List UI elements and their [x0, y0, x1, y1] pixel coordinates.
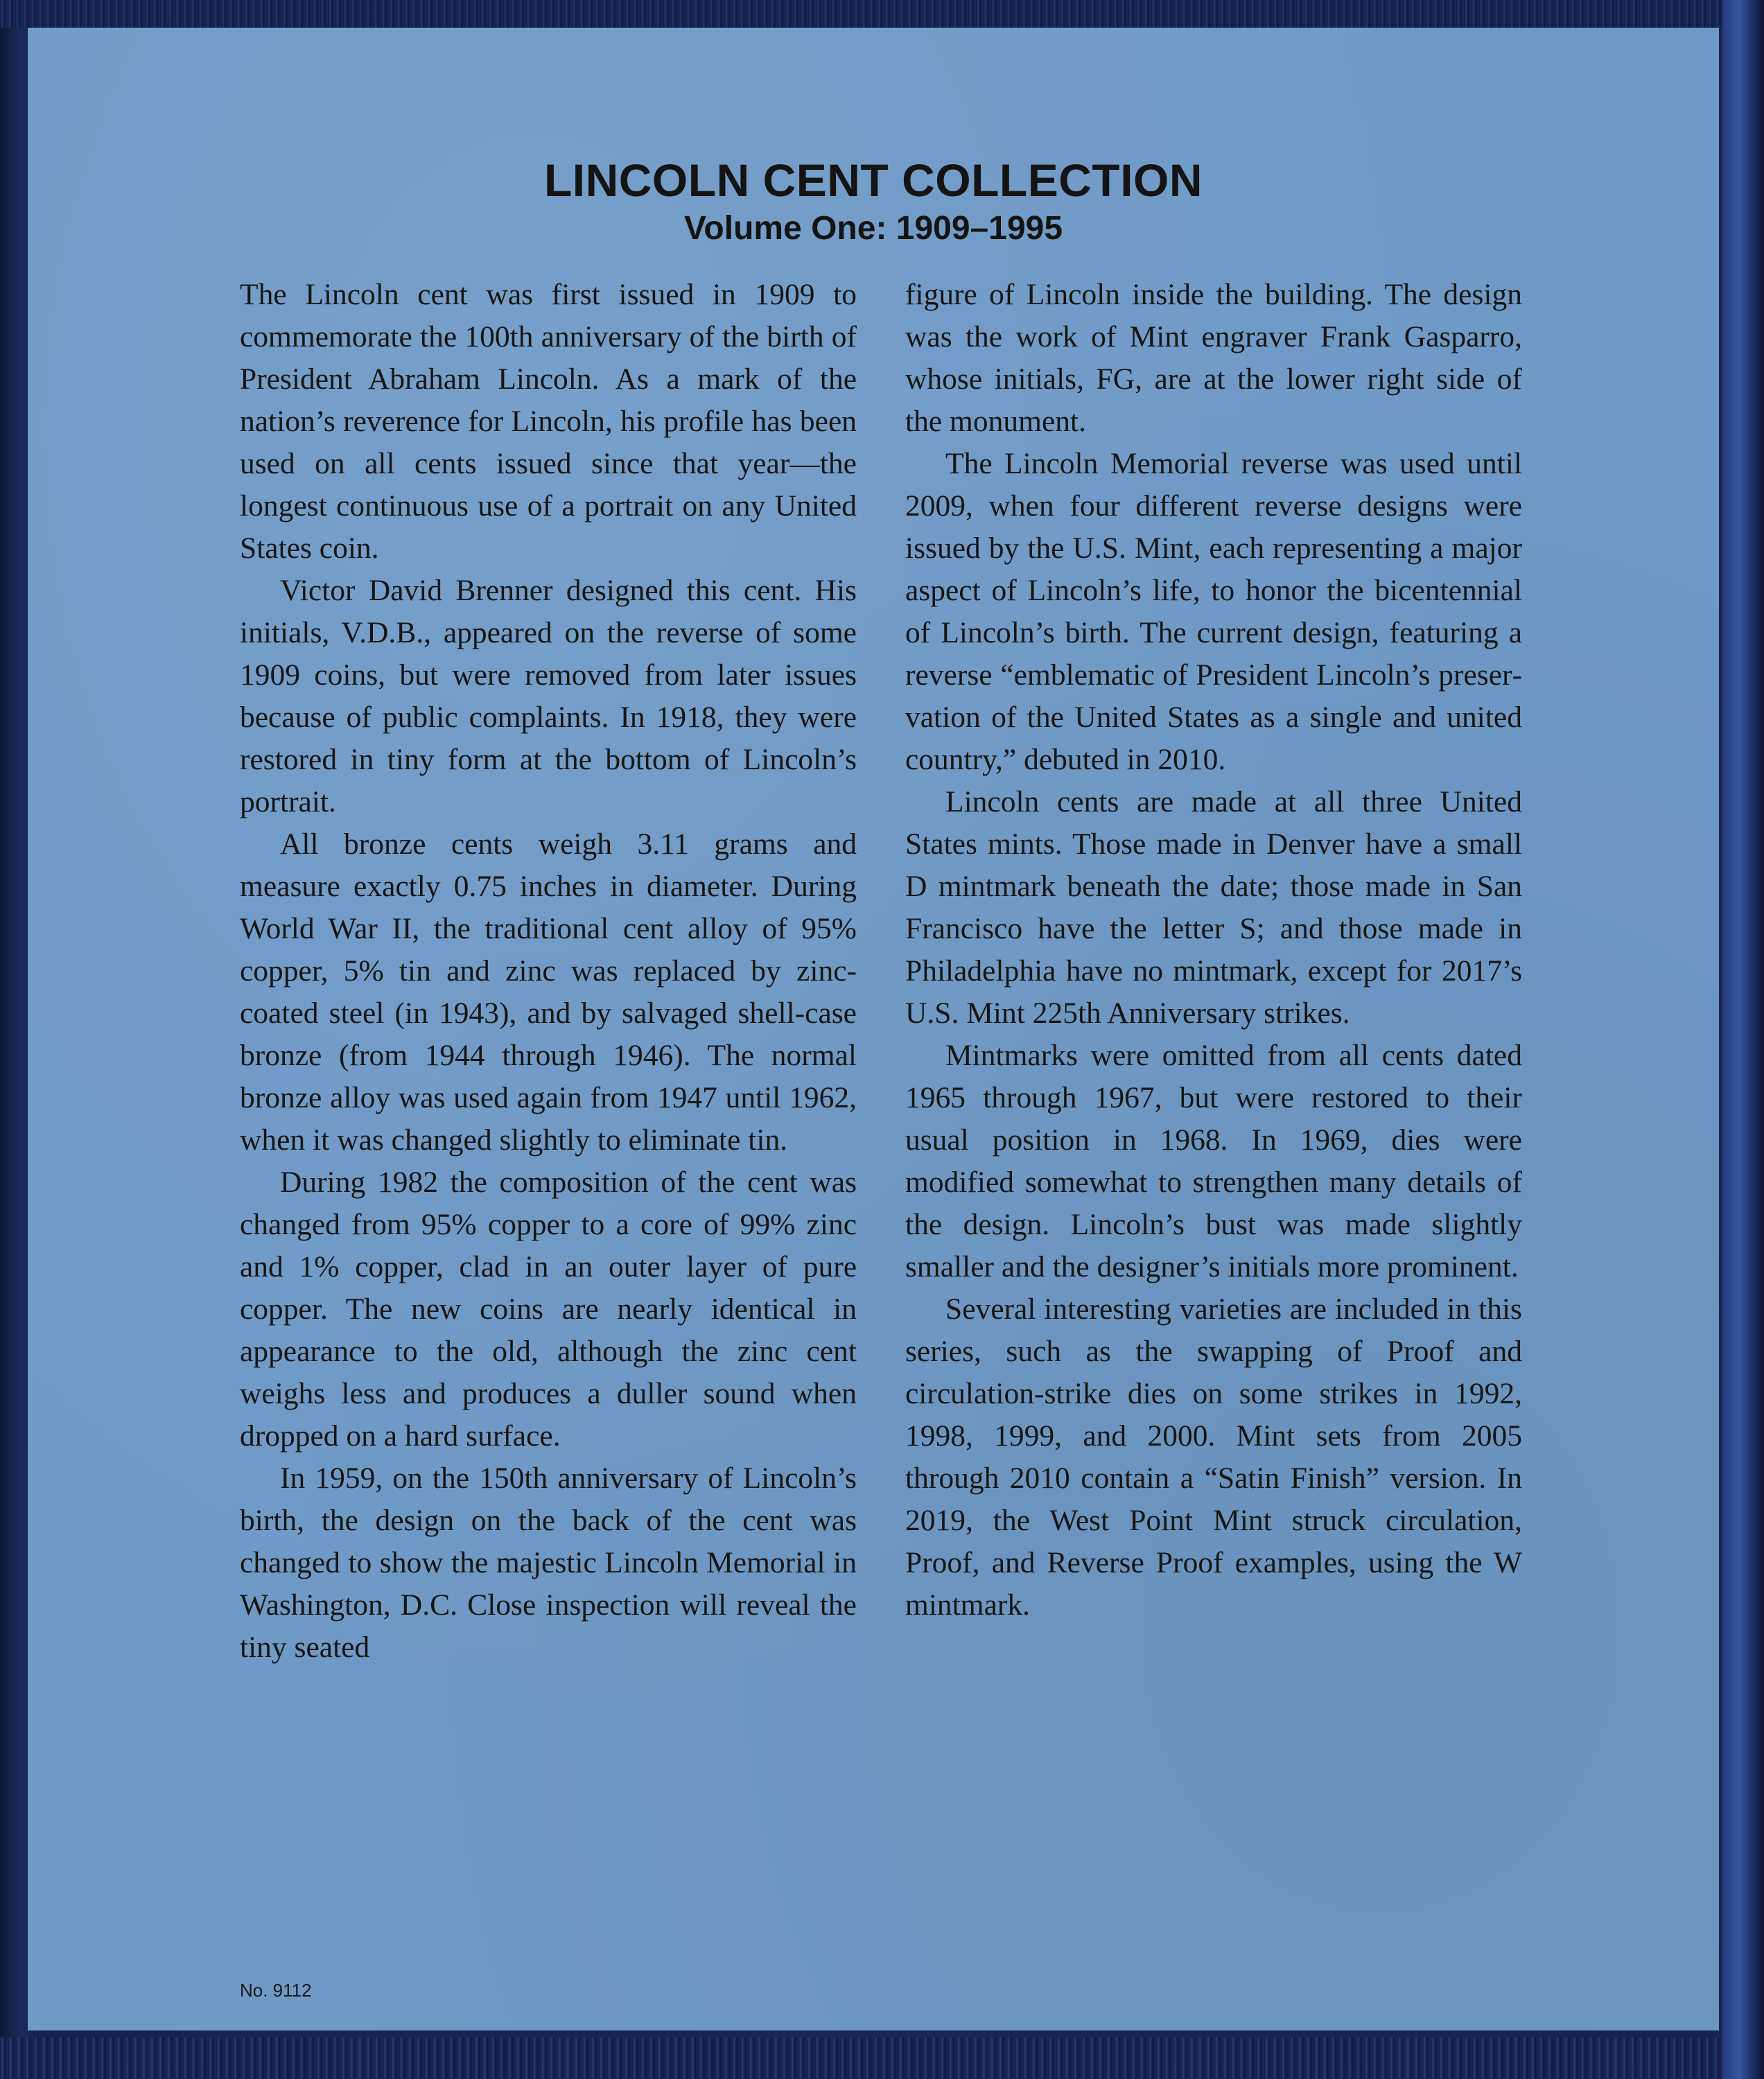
paragraph: The Lincoln cent was first issued in 1909 to commemorate the 100th anniversary of the birth of President Abraham Lincoln. As a mark of the nation’s reverence for Lincoln, his profile has been used on all cents issued since that year—the longest continuous use of a portrait on any United States coin. — [240, 278, 857, 565]
page-subtitle: Volume One: 1909–1995 — [683, 210, 1063, 247]
cover-spine-edge — [1722, 0, 1764, 2079]
back-cover-panel — [28, 28, 1719, 2030]
cover-bottom-edge — [0, 2037, 1764, 2079]
paragraph: The Lincoln Memorial reverse was used until 2009, when four different reverse designs were issued by the U.S. Mint, each representing a major aspect of Lincoln’s life, to honor the bicentennial of Lincoln’s birth. The current design, featuring a reverse “emblematic of President Lincoln’s preservation of the United States as a single and united country,” debuted in 2010. — [905, 447, 1522, 776]
cover-top-edge — [0, 0, 1764, 28]
paragraph: All bronze cents weigh 3.11 grams and measure exactly 0.75 inches in diameter. During World War II, the traditional cent alloy of 95% copper, 5% tin and zinc was replaced by zinc-coated steel (in 1943), and by salvaged shell-case bronze (from 1944 through 1946). The normal bronze alloy was used again from 1947 until 1962, when it was changed slightly to eliminate tin. — [240, 827, 857, 1157]
paragraph: figure of Lincoln inside the building. The design was the work of Mint engraver Frank Gasparro, whose initials, FG, are at the lower right side of the monument. — [905, 278, 1522, 438]
paragraph: Several interesting varieties are included in this series, such as the swapping of Proof and circulation-strike dies on some strikes in 1992, 1998, 1999, and 2000. Mint sets from 2005 through 2010 contain a “Satin Finish” version. In 2019, the West Point Mint struck circulation, Proof, and Reverse Proof examples, using the W mintmark. — [905, 1292, 1522, 1622]
right-text-column — [905, 274, 1522, 1626]
paragraph: Victor David Brenner designed this cent. His initials, V.D.B., appeared on the reverse of some 1909 coins, but were removed from later issues because of public complaints. In 1918, they were restored in tiny form at the bottom of Lincoln’s portrait. — [240, 574, 857, 818]
page-title: LINCOLN CENT COLLECTION — [543, 155, 1203, 206]
paragraph: Mintmarks were omitted from all cents dated 1965 through 1967, but were restored to their usual position in 1968. In 1969, dies were modified somewhat to strengthen many details of the design. Lincoln’s bust was made slightly smaller and the designer’s initials more prominent. — [905, 1039, 1522, 1283]
left-text-column — [240, 274, 857, 1669]
paragraph: Lincoln cents are made at all three United States mints. Those made in Denver have a small D mintmark beneath the date; those made in San Francisco have the letter S; and those made in Philadelphia have no mintmark, except for 2017’s U.S. Mint 225th Anniversary strikes. — [905, 785, 1522, 1030]
paragraph: In 1959, on the 150th anniversary of Lincoln’s birth, the design on the back of the cent was changed to show the majestic Lincoln Memorial in Washington, D.C. Close inspection will reveal the tiny seated — [240, 1462, 857, 1664]
paragraph: During 1982 the composition of the cent was changed from 95% copper to a core of 99% zinc and 1% copper, clad in an outer layer of pure copper. The new coins are nearly identical in appearance to the old, although the zinc cent weighs less and produces a duller sound when dropped on a hard surface. — [240, 1166, 857, 1453]
catalog-number: No. 9112 — [240, 1980, 312, 2001]
